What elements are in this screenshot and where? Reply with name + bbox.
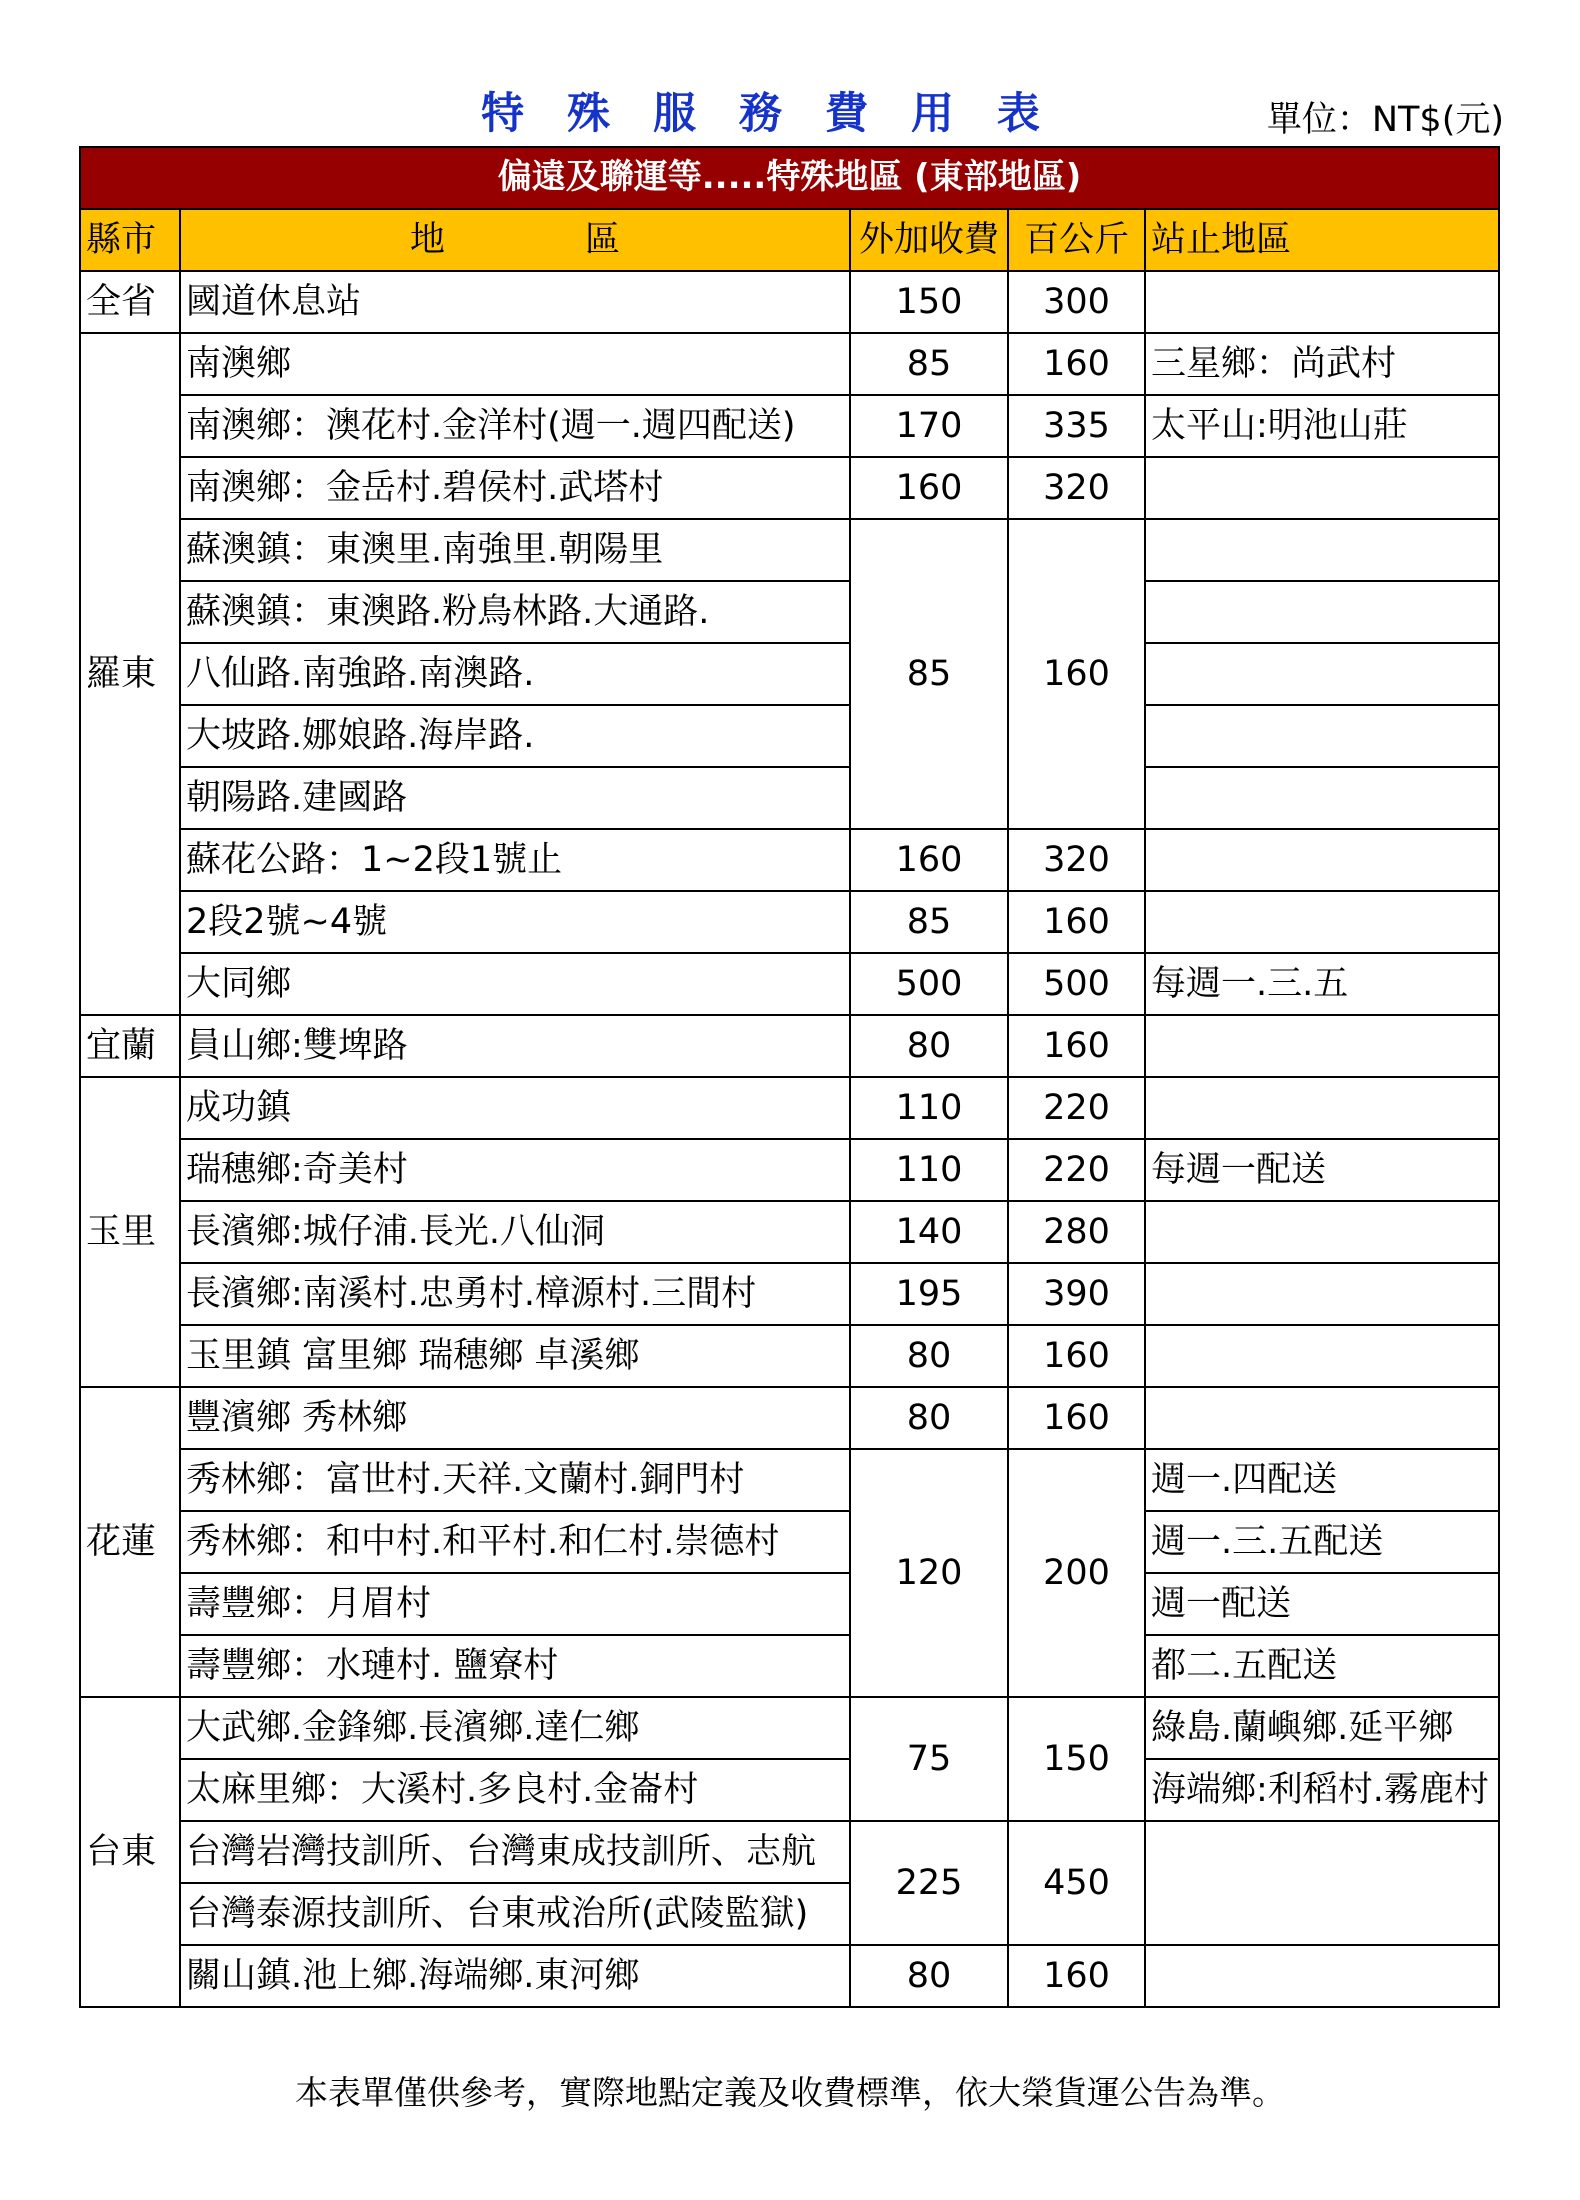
table-row	[80, 395, 1499, 457]
stop-cell	[1145, 581, 1499, 643]
table-row	[80, 1201, 1499, 1263]
stop-cell: 週一.四配送	[1145, 1449, 1499, 1511]
county-cell: 羅東	[80, 333, 180, 1015]
surcharge-cell: 160	[850, 829, 1008, 891]
table-row	[80, 829, 1499, 891]
banner-title: 偏遠及聯運等.....特殊地區 (東部地區)	[80, 147, 1499, 209]
stop-cell: 三星鄉：尚武村	[1145, 333, 1499, 395]
per-100kg-cell: 390	[1008, 1263, 1145, 1325]
table-row	[80, 1759, 1499, 1821]
area-cell: 秀林鄉：和中村.和平村.和仁村.崇德村	[180, 1511, 850, 1573]
per-100kg-cell: 320	[1008, 829, 1145, 891]
fee-table	[79, 146, 1500, 2008]
surcharge-cell: 195	[850, 1263, 1008, 1325]
per-100kg-cell: 500	[1008, 953, 1145, 1015]
surcharge-cell: 500	[850, 953, 1008, 1015]
surcharge-cell: 85	[850, 519, 1008, 829]
per-100kg-cell: 160	[1008, 1945, 1145, 2007]
area-cell: 蘇澳鎮：東澳里.南強里.朝陽里	[180, 519, 850, 581]
stop-cell	[1145, 643, 1499, 705]
surcharge-cell: 170	[850, 395, 1008, 457]
stop-cell	[1145, 1201, 1499, 1263]
area-cell: 豐濱鄉 秀林鄉	[180, 1387, 850, 1449]
surcharge-cell: 80	[850, 1387, 1008, 1449]
per-100kg-cell: 220	[1008, 1077, 1145, 1139]
area-cell: 瑞穗鄉:奇美村	[180, 1139, 850, 1201]
area-cell: 大坡路.娜娘路.海岸路.	[180, 705, 850, 767]
stop-cell	[1145, 1263, 1499, 1325]
area-cell: 長濱鄉:南溪村.忠勇村.樟源村.三間村	[180, 1263, 850, 1325]
per-100kg-cell: 200	[1008, 1449, 1145, 1697]
area-cell: 南澳鄉：澳花村.金洋村(週一.週四配送)	[180, 395, 850, 457]
stop-cell: 綠島.蘭嶼鄉.延平鄉	[1145, 1697, 1499, 1759]
table-row	[80, 1263, 1499, 1325]
area-cell: 2段2號~4號	[180, 891, 850, 953]
area-cell: 蘇澳鎮：東澳路.粉鳥林路.大通路.	[180, 581, 850, 643]
per-100kg-cell: 160	[1008, 519, 1145, 829]
surcharge-cell: 80	[850, 1945, 1008, 2007]
area-cell: 台灣泰源技訓所、台東戒治所(武陵監獄)	[180, 1883, 850, 1945]
per-100kg-cell: 220	[1008, 1139, 1145, 1201]
per-100kg-cell: 280	[1008, 1201, 1145, 1263]
county-cell: 宜蘭	[80, 1015, 180, 1077]
per-100kg-cell: 150	[1008, 1697, 1145, 1821]
area-cell: 台灣岩灣技訓所、台灣東成技訓所、志航	[180, 1821, 850, 1883]
stop-cell	[1145, 1945, 1499, 2007]
table-row	[80, 1511, 1499, 1573]
header-surcharge: 外加收費	[850, 209, 1008, 271]
stop-cell	[1145, 271, 1499, 333]
table-row	[80, 953, 1499, 1015]
area-cell: 秀林鄉：富世村.天祥.文蘭村.銅門村	[180, 1449, 850, 1511]
stop-cell: 太平山:明池山莊	[1145, 395, 1499, 457]
surcharge-cell: 110	[850, 1077, 1008, 1139]
area-cell: 國道休息站	[180, 271, 850, 333]
per-100kg-cell: 300	[1008, 271, 1145, 333]
stop-cell	[1145, 1325, 1499, 1387]
table-row	[80, 1139, 1499, 1201]
header-stop-area: 站止地區	[1145, 209, 1499, 271]
header-row	[80, 209, 1499, 271]
header-county: 縣市	[80, 209, 180, 271]
table-row	[80, 1697, 1499, 1759]
table-row	[80, 1821, 1499, 1883]
table-row	[80, 1635, 1499, 1697]
area-cell: 員山鄉:雙埤路	[180, 1015, 850, 1077]
per-100kg-cell: 450	[1008, 1821, 1145, 1945]
stop-cell	[1145, 767, 1499, 829]
area-cell: 蘇花公路：1~2段1號止	[180, 829, 850, 891]
stop-cell: 都二.五配送	[1145, 1635, 1499, 1697]
area-cell: 八仙路.南強路.南澳路.	[180, 643, 850, 705]
header-per-100kg: 百公斤	[1008, 209, 1145, 271]
table-row	[80, 271, 1499, 333]
surcharge-cell: 160	[850, 457, 1008, 519]
table-row	[80, 519, 1499, 581]
area-cell: 太麻里鄉：大溪村.多良村.金崙村	[180, 1759, 850, 1821]
surcharge-cell: 75	[850, 1697, 1008, 1821]
per-100kg-cell: 160	[1008, 1015, 1145, 1077]
table-row	[80, 705, 1499, 767]
per-100kg-cell: 160	[1008, 1387, 1145, 1449]
stop-cell	[1145, 519, 1499, 581]
stop-cell	[1145, 1015, 1499, 1077]
county-cell: 全省	[80, 271, 180, 333]
stop-cell: 海端鄉:利稻村.霧鹿村	[1145, 1759, 1499, 1821]
surcharge-cell: 80	[850, 1325, 1008, 1387]
header-area: 地 區	[180, 209, 850, 271]
stop-cell	[1145, 1077, 1499, 1139]
per-100kg-cell: 160	[1008, 1325, 1145, 1387]
stop-cell: 每週一.三.五	[1145, 953, 1499, 1015]
area-cell: 成功鎮	[180, 1077, 850, 1139]
banner-row	[80, 147, 1499, 209]
table-row	[80, 1387, 1499, 1449]
stop-cell	[1145, 705, 1499, 767]
table-row	[80, 891, 1499, 953]
table-row	[80, 457, 1499, 519]
per-100kg-cell: 335	[1008, 395, 1145, 457]
per-100kg-cell: 160	[1008, 333, 1145, 395]
area-cell: 南澳鄉：金岳村.碧侯村.武塔村	[180, 457, 850, 519]
area-cell: 壽豐鄉：水璉村. 鹽寮村	[180, 1635, 850, 1697]
per-100kg-cell: 320	[1008, 457, 1145, 519]
stop-cell	[1145, 1821, 1499, 1945]
surcharge-cell: 110	[850, 1139, 1008, 1201]
per-100kg-cell: 160	[1008, 891, 1145, 953]
table-row	[80, 643, 1499, 705]
table-row	[80, 1449, 1499, 1511]
table-row	[80, 767, 1499, 829]
surcharge-cell: 85	[850, 333, 1008, 395]
county-cell: 台東	[80, 1697, 180, 2007]
area-cell: 南澳鄉	[180, 333, 850, 395]
table-row	[80, 1077, 1499, 1139]
table-row	[80, 1325, 1499, 1387]
table-row	[80, 333, 1499, 395]
table-row	[80, 1015, 1499, 1077]
surcharge-cell: 225	[850, 1821, 1008, 1945]
stop-cell: 每週一配送	[1145, 1139, 1499, 1201]
table-row	[80, 1945, 1499, 2007]
surcharge-cell: 140	[850, 1201, 1008, 1263]
stop-cell: 週一.三.五配送	[1145, 1511, 1499, 1573]
stop-cell	[1145, 1387, 1499, 1449]
area-cell: 壽豐鄉：月眉村	[180, 1573, 850, 1635]
area-cell: 大武鄉.金鋒鄉.長濱鄉.達仁鄉	[180, 1697, 850, 1759]
page-title: 特 殊 服 務 費 用 表	[481, 89, 1054, 139]
footer-note: 本表單僅供參考，實際地點定義及收費標準，依大榮貨運公告為準。	[295, 2073, 1285, 2112]
table-row	[80, 1573, 1499, 1635]
county-cell: 玉里	[80, 1077, 180, 1387]
area-cell: 玉里鎮 富里鄉 瑞穗鄉 卓溪鄉	[180, 1325, 850, 1387]
surcharge-cell: 150	[850, 271, 1008, 333]
area-cell: 大同鄉	[180, 953, 850, 1015]
area-cell: 朝陽路.建國路	[180, 767, 850, 829]
stop-cell	[1145, 891, 1499, 953]
surcharge-cell: 85	[850, 891, 1008, 953]
surcharge-cell: 80	[850, 1015, 1008, 1077]
surcharge-cell: 120	[850, 1449, 1008, 1697]
stop-cell	[1145, 457, 1499, 519]
county-cell: 花蓮	[80, 1387, 180, 1697]
area-cell: 關山鎮.池上鄉.海端鄉.東河鄉	[180, 1945, 850, 2007]
area-cell: 長濱鄉:城仔浦.長光.八仙洞	[180, 1201, 850, 1263]
table-row	[80, 581, 1499, 643]
stop-cell: 週一配送	[1145, 1573, 1499, 1635]
stop-cell	[1145, 829, 1499, 891]
currency-unit: 單位：NT$(元)	[1266, 100, 1504, 140]
